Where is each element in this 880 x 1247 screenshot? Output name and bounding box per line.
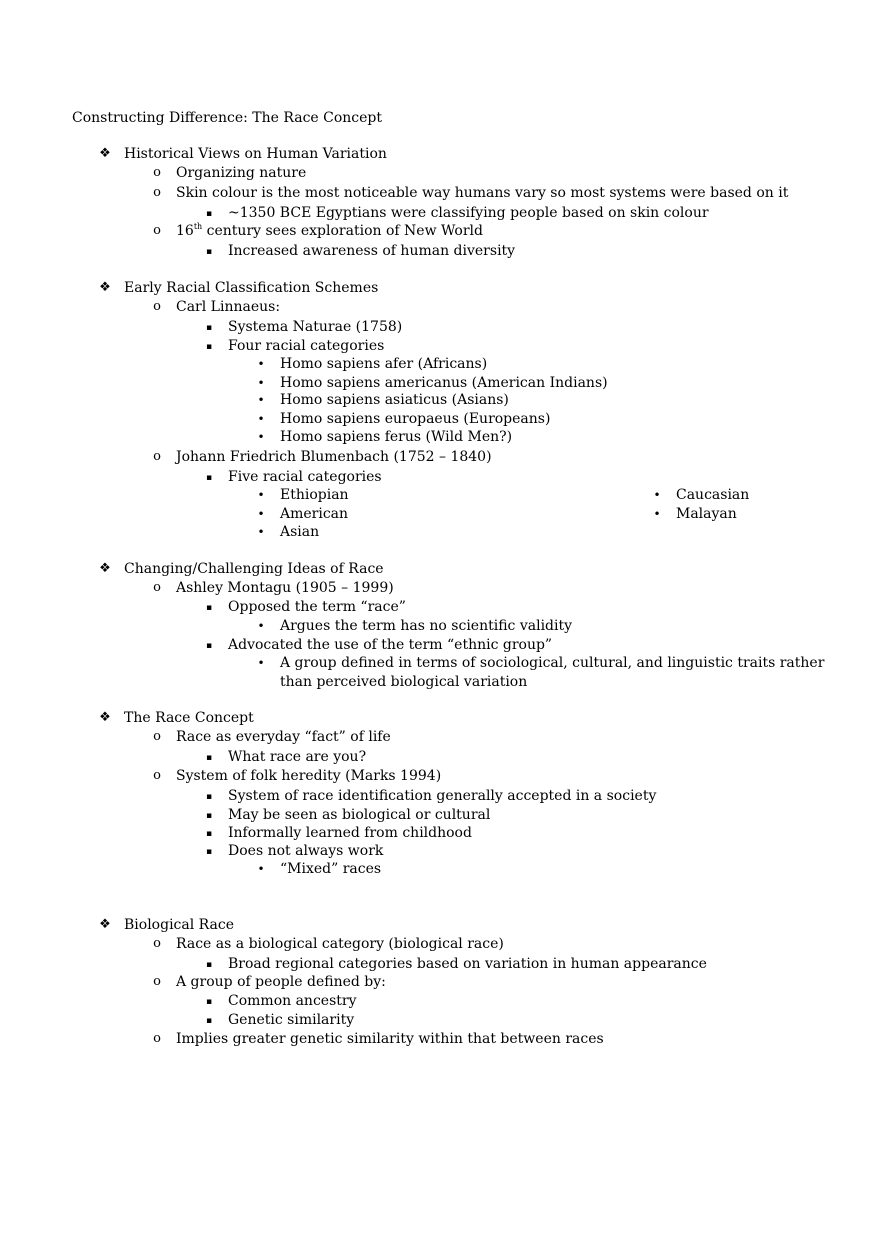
dot-bullet-icon: • [257, 488, 265, 502]
list-item-text: Does not always work [228, 843, 384, 859]
square-bullet-icon: ▪ [205, 847, 213, 857]
list-item-text: System of folk heredity (Marks 1994) [176, 768, 442, 784]
list-item [205, 955, 707, 973]
dot-bullet-icon: • [257, 525, 265, 539]
list-item-text: Asian [280, 524, 320, 540]
square-bullet-icon: ▪ [205, 792, 213, 802]
square-bullet-icon: ▪ [205, 811, 213, 821]
square-bullet-icon: ▪ [205, 997, 213, 1007]
list-item-text: century sees exploration of New World [202, 223, 483, 239]
diamond-bullet-icon: ❖ [99, 280, 111, 295]
list-item [205, 337, 385, 355]
circle-bullet-icon: o [153, 580, 161, 595]
list-item-text: Implies greater genetic similarity within that between races [176, 1031, 604, 1047]
dot-bullet-icon: • [653, 488, 661, 502]
list-item [205, 468, 382, 486]
list-item-text: Malayan [676, 506, 737, 522]
list-item-continuation [280, 673, 527, 691]
list-item [205, 787, 657, 805]
list-item [153, 222, 483, 240]
list-item [153, 298, 281, 316]
list-item [205, 824, 472, 842]
list-item [153, 184, 789, 202]
list-item-text: Ashley Montagu (1905 – 1999) [176, 580, 394, 596]
circle-bullet-icon: o [153, 185, 161, 200]
list-item [257, 391, 509, 409]
list-item-text: Homo sapiens americanus (American Indians) [280, 375, 608, 391]
list-item [205, 806, 491, 824]
list-item [205, 636, 553, 654]
list-item [257, 654, 825, 672]
list-item [257, 523, 320, 541]
list-item-text: Five racial categories [228, 469, 382, 485]
list-item [153, 1030, 604, 1048]
circle-bullet-icon: o [153, 1031, 161, 1046]
square-bullet-icon: ▪ [205, 342, 213, 352]
list-item-text: Homo sapiens ferus (Wild Men?) [280, 429, 513, 445]
list-item [257, 617, 573, 635]
circle-bullet-icon: o [153, 768, 161, 783]
list-item-text: Race as everyday “fact” of life [176, 729, 391, 745]
list-item-text: Systema Naturae (1758) [228, 319, 403, 335]
dot-bullet-icon: • [257, 376, 265, 390]
list-item [153, 448, 492, 466]
dot-bullet-icon: • [257, 862, 265, 876]
list-item [205, 842, 384, 860]
list-item [153, 973, 386, 991]
list-item [257, 428, 513, 446]
square-bullet-icon: ▪ [205, 753, 213, 763]
list-item [205, 318, 403, 336]
section-heading-race-concept [99, 709, 254, 727]
section-heading-text: The Race Concept [124, 710, 254, 726]
dot-bullet-icon: • [257, 430, 265, 444]
list-item-text: Race as a biological category (biological race) [176, 936, 504, 952]
list-item-text: Carl Linnaeus: [176, 299, 281, 315]
list-item [205, 242, 516, 260]
circle-bullet-icon: o [153, 974, 161, 989]
diamond-bullet-icon: ❖ [99, 917, 111, 932]
list-item-text: A group of people defined by: [176, 974, 386, 990]
square-bullet-icon: ▪ [205, 1016, 213, 1026]
list-item-text: May be seen as biological or cultural [228, 807, 491, 823]
list-item [205, 1011, 355, 1029]
diamond-bullet-icon: ❖ [99, 561, 111, 576]
dot-bullet-icon: • [257, 412, 265, 426]
square-bullet-icon: ▪ [205, 829, 213, 839]
section-heading-text: Early Racial Classification Schemes [124, 280, 379, 296]
list-item [653, 486, 750, 504]
list-item-text: Ethiopian [280, 487, 349, 503]
list-item [153, 767, 442, 785]
list-item-text: What race are you? [228, 749, 367, 765]
list-item [205, 992, 357, 1010]
list-item-text: Skin colour is the most noticeable way humans vary so most systems were based on it [176, 185, 789, 201]
section-heading-text: Biological Race [124, 917, 234, 933]
list-item-text: Common ancestry [228, 993, 357, 1009]
square-bullet-icon: ▪ [205, 473, 213, 483]
document-title: Constructing Difference: The Race Concept [72, 110, 383, 126]
section-heading-biological-race [99, 916, 234, 934]
list-item [257, 505, 349, 523]
square-bullet-icon: ▪ [205, 323, 213, 333]
list-item-text: Homo sapiens afer (Africans) [280, 356, 488, 372]
list-item-text: System of race identification generally accepted in a society [228, 788, 657, 804]
dot-bullet-icon: • [257, 393, 265, 407]
list-item-text: Homo sapiens europaeus (Europeans) [280, 411, 551, 427]
dot-bullet-icon: • [257, 656, 265, 670]
list-item-text: American [280, 506, 349, 522]
dot-bullet-icon: • [257, 619, 265, 633]
list-item [205, 598, 406, 616]
square-bullet-icon: ▪ [205, 641, 213, 651]
list-item [153, 935, 504, 953]
diamond-bullet-icon: ❖ [99, 146, 111, 161]
list-item-text: Informally learned from childhood [228, 825, 472, 841]
square-bullet-icon: ▪ [205, 603, 213, 613]
section-heading-text: Historical Views on Human Variation [124, 146, 387, 162]
list-item-number: 16 [176, 223, 194, 239]
list-item-text: Johann Friedrich Blumenbach (1752 – 1840) [176, 449, 492, 465]
list-item-text: Advocated the use of the term “ethnic group” [228, 637, 553, 653]
dot-bullet-icon: • [257, 507, 265, 521]
list-item-text: Argues the term has no scientific validity [280, 618, 573, 634]
list-item-text: “Mixed” races [280, 861, 382, 877]
section-heading-text: Changing/Challenging Ideas of Race [124, 561, 384, 577]
list-item-text: than perceived biological variation [280, 674, 528, 690]
diamond-bullet-icon: ❖ [99, 710, 111, 725]
list-item [153, 164, 307, 182]
list-item-text: Increased awareness of human diversity [228, 243, 516, 259]
dot-bullet-icon: • [653, 507, 661, 521]
list-item-text: Caucasian [676, 487, 750, 503]
circle-bullet-icon: o [153, 299, 161, 314]
list-item-text: Organizing nature [176, 165, 307, 181]
square-bullet-icon: ▪ [205, 209, 213, 219]
section-heading-changing-ideas [99, 560, 384, 578]
square-bullet-icon: ▪ [205, 247, 213, 257]
list-item [153, 728, 391, 746]
circle-bullet-icon: o [153, 165, 161, 180]
circle-bullet-icon: o [153, 223, 161, 238]
circle-bullet-icon: o [153, 936, 161, 951]
list-item [257, 374, 608, 392]
ordinal-suffix: th [193, 222, 203, 231]
list-item [153, 579, 394, 597]
dot-bullet-icon: • [257, 357, 265, 371]
list-item-text: ~1350 BCE Egyptians were classifying people based on skin colour [228, 205, 709, 221]
list-item [205, 204, 709, 222]
circle-bullet-icon: o [153, 729, 161, 744]
list-item [257, 355, 488, 373]
list-item [257, 410, 551, 428]
list-item [653, 505, 737, 523]
list-item-text: Broad regional categories based on variation in human appearance [228, 956, 707, 972]
circle-bullet-icon: o [153, 449, 161, 464]
list-item-text: A group defined in terms of sociological, cultural, and linguistic traits rather [280, 655, 825, 671]
section-heading-early-classification [99, 279, 379, 297]
list-item-text: Genetic similarity [228, 1012, 355, 1028]
square-bullet-icon: ▪ [205, 960, 213, 970]
list-item-text: Opposed the term “race” [228, 599, 406, 615]
section-heading-historical-views [99, 145, 387, 163]
list-item [257, 486, 349, 504]
list-item [257, 860, 382, 878]
list-item [205, 748, 367, 766]
list-item-text: Homo sapiens asiaticus (Asians) [280, 392, 509, 408]
list-item-text: Four racial categories [228, 338, 385, 354]
